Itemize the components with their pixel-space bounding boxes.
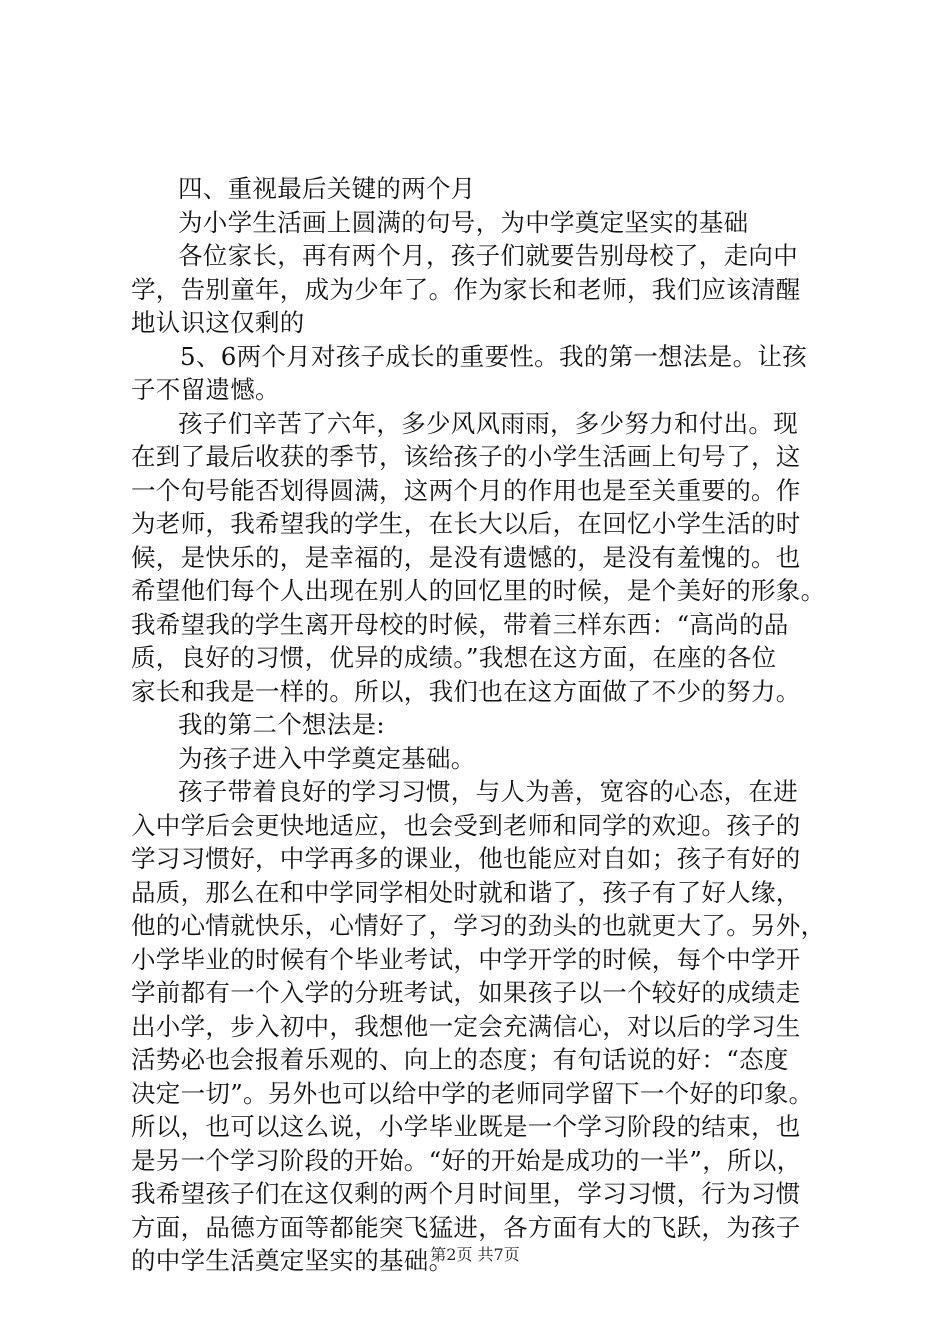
section-heading: 四、重视最后关键的两个月 [178, 174, 476, 203]
paragraph-line: 活势必也会报着乐观的、向上的态度；有句话说的好：“态度 [131, 1045, 789, 1074]
subheading: 为小学生活画上圆满的句号，为中学奠定坚实的基础 [178, 207, 749, 237]
paragraph-line: 我希望我的学生离开母校的时候，带着三样东西：“高尚的品 [131, 609, 789, 639]
paragraph-line: 决定一切”。另外也可以给中学的老师同学留下一个好的印象。 [131, 1078, 814, 1108]
paragraph-line: 我的第二个想法是: [178, 710, 385, 739]
paragraph-line: 学，告别童年，成为少年了。作为家长和老师，我们应该清醒 [131, 274, 801, 304]
paragraph-line: 孩子们辛苦了六年，多少风风雨雨，多少努力和付出。现 [178, 408, 798, 438]
paragraph-line: 地认识这仅剩的 [131, 308, 305, 337]
paragraph-line: 学前都有一个入学的分班考试，如果孩子以一个较好的成绩走 [131, 978, 801, 1007]
page-number-footer: 第2页 共7页 [430, 1245, 520, 1264]
paragraph-line: 是另一个学习阶段的开始。“好的开始是成功的一半”，所以， [131, 1145, 802, 1175]
paragraph-line: 子不留遗憾。 [131, 375, 280, 404]
paragraph-line: 候，是快乐的，是幸福的，是没有遗憾的，是没有羞愧的。也 [131, 542, 801, 572]
paragraph-line: 学习习惯好，中学再多的课业，他也能应对自如；孩子有好的 [131, 844, 801, 873]
paragraph-line: 他的心情就快乐，心情好了，学习的劲头的也就更大了。另外， [131, 911, 826, 940]
paragraph-line: 5、6两个月对孩子成长的重要性。我的第一想法是。让孩 [180, 341, 807, 371]
paragraph-line: 方面，品德方面等都能突飞猛进，各方面有大的飞跃，为孩子 [131, 1212, 801, 1242]
paragraph-line: 出小学，步入初中，我想他一定会充满信心，对以后的学习生 [131, 1011, 801, 1041]
paragraph-line: 质，良好的习惯，优异的成绩。”我想在这方面，在座的各位 [131, 643, 777, 672]
document-body [131, 172, 861, 1278]
paragraph-line: 所以，也可以这么说，小学毕业既是一个学习阶段的结束，也 [131, 1112, 801, 1141]
paragraph-line: 家长和我是一样的。所以，我们也在这方面做了不少的努力。 [131, 676, 801, 706]
paragraph-line: 为孩子进入中学奠定基础。 [178, 743, 476, 773]
paragraph-line: 一个句号能否划得圆满，这两个月的作用也是至关重要的。作 [131, 475, 801, 505]
paragraph-line: 入中学后会更快地适应，也会受到老师和同学的欢迎。孩子的 [131, 810, 801, 840]
paragraph-line: 我希望孩子们在这仅剩的两个月时间里，学习习惯，行为习惯 [131, 1179, 801, 1208]
paragraph-line: 希望他们每个人出现在别人的回忆里的时候，是个美好的形象。 [131, 576, 826, 605]
paragraph-line: 在到了最后收获的季节，该给孩子的小学生活画上句号了，这 [131, 442, 801, 471]
paragraph-line: 孩子带着良好的学习习惯，与人为善，宽容的心态，在进 [178, 777, 798, 806]
paragraph-line: 为老师，我希望我的学生，在长大以后，在回忆小学生活的时 [131, 509, 801, 538]
paragraph-line: 品质，那么在和中学同学相处时就和谐了，孩子有了好人缘， [131, 877, 801, 907]
paragraph-line: 小学毕业的时候有个毕业考试，中学开学的时候，每个中学开 [131, 944, 801, 974]
paragraph-line: 各位家长，再有两个月，孩子们就要告别母校了，走向中 [178, 241, 798, 270]
paragraph-line: 的中学生活奠定坚实的基础。 [131, 1246, 454, 1275]
